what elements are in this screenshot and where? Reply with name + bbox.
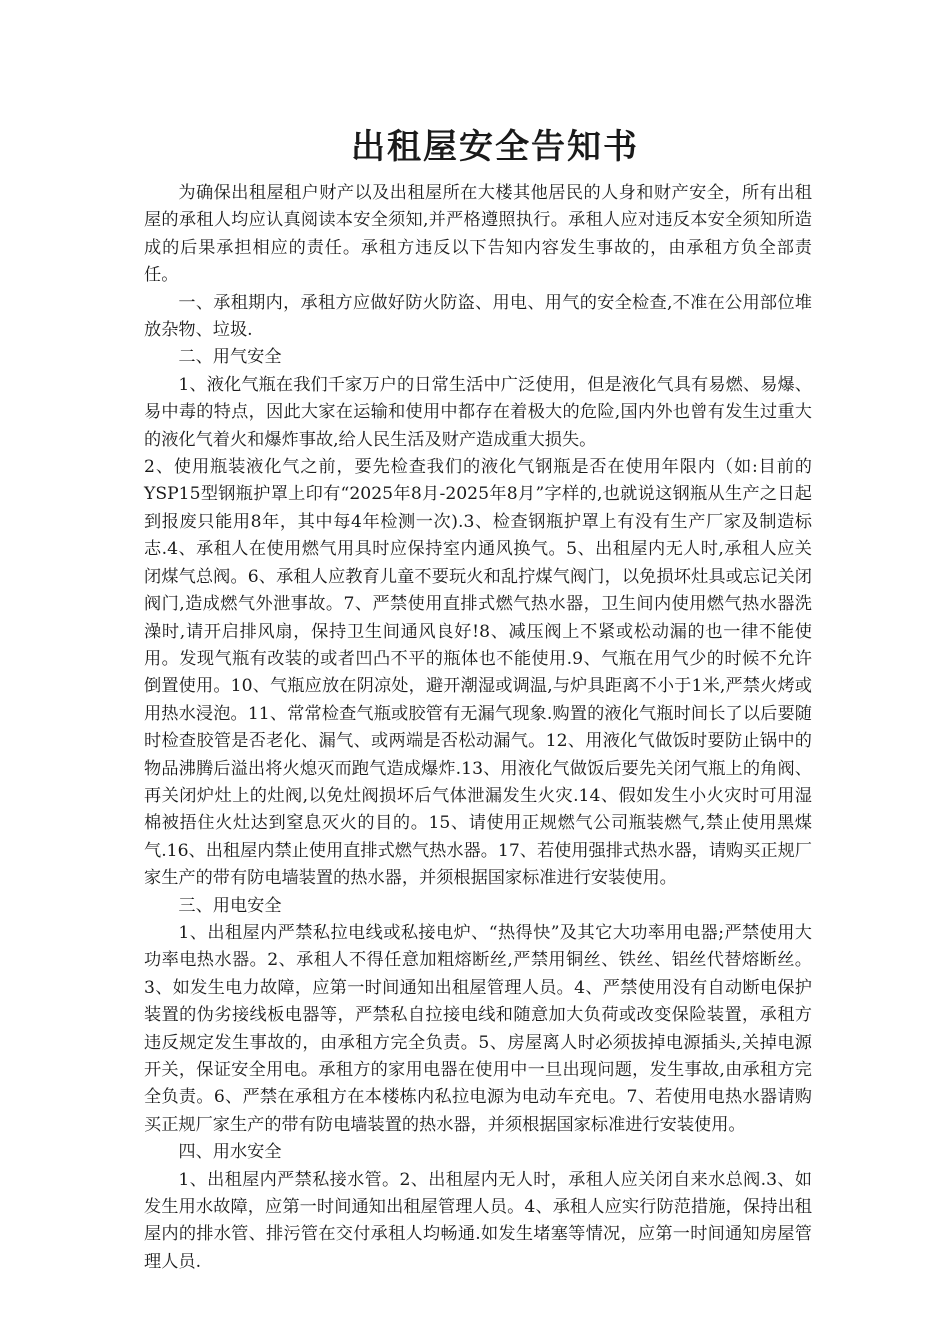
gas-items-paragraph: 2、使用瓶装液化气之前，要先检查我们的液化气钢瓶是否在使用年限内（如:目前的YSP15型钢瓶护罩上印有“2025年8月-2025年8月”字样的,也就说这钢瓶从生产之日起到报废只能用8年，其中每4年检测一次).3、检查钢瓶护罩上有没有生产厂家及制造标志.4、承租人在使用燃气用具时应保持室内通风换气。5、出租屋内无人时,承租人应关闭煤气总阀。6、承租人应教育儿童不要玩火和乱拧煤气阀门，以免损坏灶具或忘记关闭阀门,造成燃气外泄事故。7、严禁使用直排式燃气热水器，卫生间内使用燃气热水器洗澡时,请开启排风扇，保持卫生间通风良好!8、减压阀上不紧或松动漏的也一律不能使用。发现气瓶有改装的或者凹凸不平的瓶体也不能使用.9、气瓶在用气少的时候不允许倒置使用。10、气瓶应放在阴凉处，避开潮湿或调温,与炉具距离不小于1米,严禁火烤或用热水浸泡。11、常常检查气瓶或胶管有无漏气现象.购置的液化气瓶时间长了以后要随时检查胶管是否老化、漏气、或两端是否松动漏气。12、用液化气做饭时要防止锅中的物品沸腾后溢出将火熄灭而跑气造成爆炸.13、用液化气做饭后要先关闭气瓶上的角阀、再关闭炉灶上的灶阀,以免灶阀损坏后气体泄漏发生火灾.14、假如发生小火灾时可用湿棉被捂住火灶达到窒息灭火的目的。15、请使用正规燃气公司瓶装燃气,禁止使用黑煤气.16、出租屋内禁止使用直排式燃气热水器。17、若使用强排式热水器，请购买正规厂家生产的带有防电墙装置的热水器，并须根据国家标准进行安装使用。 [144, 457, 812, 889]
intro-paragraph: 为确保出租屋租户财产以及出租屋所在大楼其他居民的人身和财产安全，所有出租屋的承租人均应认真阅读本安全须知,并严格遵照执行。承租人应对违反本安全须知所造成的后果承担相应的责任。承租方违反以下告知内容发生事故的，由承租方负全部责任。 [144, 183, 812, 286]
document-body [144, 180, 812, 1276]
water-items-paragraph: 1、出租屋内严禁私接水管。2、出租屋内无人时，承租人应关闭自来水总阀.3、如发生用水故障，应第一时间通知出租屋管理人员。4、承租人应实行防范措施，保持出租屋内的排水管、排污管在交付承租人均畅通.如发生堵塞等情况，应第一时间通知房屋管理人员. [144, 1169, 812, 1272]
gas-item-1-paragraph: 1、液化气瓶在我们千家万户的日常生活中广泛使用，但是液化气具有易燃、易爆、易中毒的特点，因此大家在运输和使用中都存在着极大的危险,国内外也曾有发生过重大的液化气着火和爆炸事故,给人民生活及财产造成重大损失。 [144, 374, 812, 450]
electric-items-paragraph: 1、出租屋内严禁私拉电线或私接电炉、“热得快”及其它大功率用电器;严禁使用大功率电热水器。2、承租人不得任意加粗熔断丝,严禁用铜丝、铁丝、铝丝代替熔断丝。3、如发生电力故障，应第一时间通知出租屋管理人员。4、严禁使用没有自动断电保护装置的伪劣接线板电器等，严禁私自拉接电线和随意加大负荷或改变保险装置，承租方违反规定发生事故的，由承租方完全负责。5、房屋离人时必须拔掉电源插头,关掉电源开关，保证安全用电。承租方的家用电器在使用中一旦出现问题，发生事故,由承租方完全负责。6、严禁在承租方在本楼栋内私拉电源为电动车充电。7、若使用电热水器请购买正规厂家生产的带有防电墙装置的热水器，并须根据国家标准进行安装使用。 [144, 922, 812, 1135]
gas-safety-heading: 二、用气安全 [178, 347, 282, 368]
section-1-paragraph: 一、承租期内，承租方应做好防火防盗、用电、用气的安全检查,不准在公用部位堆放杂物、垃圾. [144, 292, 812, 341]
document-title: 出租屋安全告知书 [351, 127, 639, 167]
electric-safety-heading: 三、用电安全 [178, 895, 282, 916]
water-safety-heading: 四、用水安全 [178, 1142, 282, 1163]
